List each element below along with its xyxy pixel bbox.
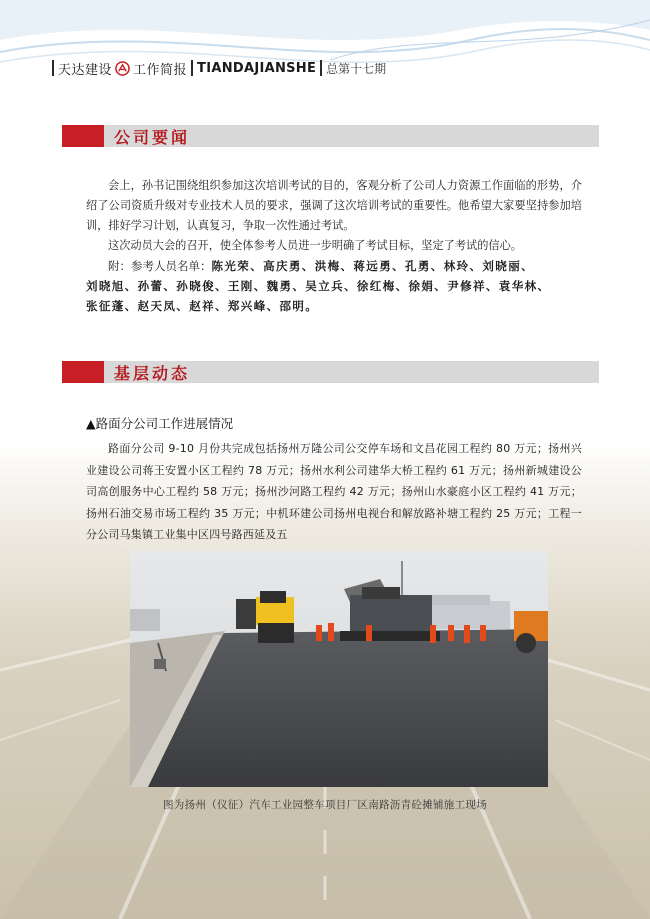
- paragraph-progress: 路面分公司 9-10 月份共完成包括扬州万隆公司公交停车场和文昌花园工程约 80 万元；扬州兴业建设公司蒋王安置小区工程约 78 万元；扬州水利公司建华大桥工程约 61 万元；扬州新城建设公司高创服务中心工程约 58 万元；扬州沙河路工程约 42 万元；扬州山水豪庭小区工程约 41 万元；扬州石油交易市场工程约 35 万元；中机环建公司扬州电视台和解放路补塘工程约 25 万元；工程一分公司马集镇工业集中区四号路西延及五: [86, 442, 582, 541]
- paving-scene-image: [130, 551, 548, 787]
- issue-number: 总第十七期: [326, 61, 387, 76]
- participant-list: [86, 256, 586, 316]
- participant-names: 陈光荣、高庆勇、洪梅、蒋远勇、孔勇、林玲、刘晓丽、: [211, 259, 534, 273]
- brand-name: 天达建设: [58, 62, 113, 78]
- section-accent-block: [62, 125, 104, 147]
- brand-pinyin: TIANDAJIANSHE: [197, 60, 317, 76]
- section-title: 基层动态: [114, 363, 191, 383]
- section-title: 公司要闻: [114, 127, 191, 147]
- bulletin-title: 工作简报: [133, 62, 188, 78]
- header-divider: [320, 60, 322, 76]
- participant-line: 张征蓬、赵天凤、赵祥、郑兴峰、邵明。: [86, 299, 319, 313]
- participant-list-prefix: 附：参考人员名单：: [108, 259, 212, 273]
- header-divider: [191, 60, 193, 76]
- participant-line: 刘晓旭、孙蕾、孙晓俊、王刚、魏勇、吴立兵、徐红梅、徐娟、尹修祥、袁华林、: [86, 279, 551, 293]
- photo-caption: 图为扬州（仪征）汽车工业园整车项目厂区南路沥青砼摊铺施工现场: [163, 799, 487, 811]
- paragraph-conclusion: 这次动员大会的召开，使全体参考人员进一步明确了考试目标，坚定了考试的信心。: [108, 239, 522, 252]
- page-header: [48, 58, 386, 78]
- paragraph-meeting: 会上，孙书记围绕组织参加这次培训考试的目的，客观分析了公司人力资源工作面临的形势，介绍了公司资质升级对专业技术人员的要求，强调了这次培训考试的重要性。他希望大家要坚持参加培训，排好学习计划，认真复习，争取一次性通过考试。: [86, 179, 582, 232]
- subsection-heading: ▲路面分公司工作进展情况: [86, 416, 234, 431]
- header-divider: [52, 60, 54, 76]
- section-heading-grassroots: [62, 361, 599, 383]
- section-heading-company-news: [62, 125, 599, 147]
- company-logo-icon: [115, 61, 130, 76]
- participant-line: [86, 256, 586, 276]
- section-accent-block: [62, 361, 104, 383]
- construction-photo: [130, 551, 548, 787]
